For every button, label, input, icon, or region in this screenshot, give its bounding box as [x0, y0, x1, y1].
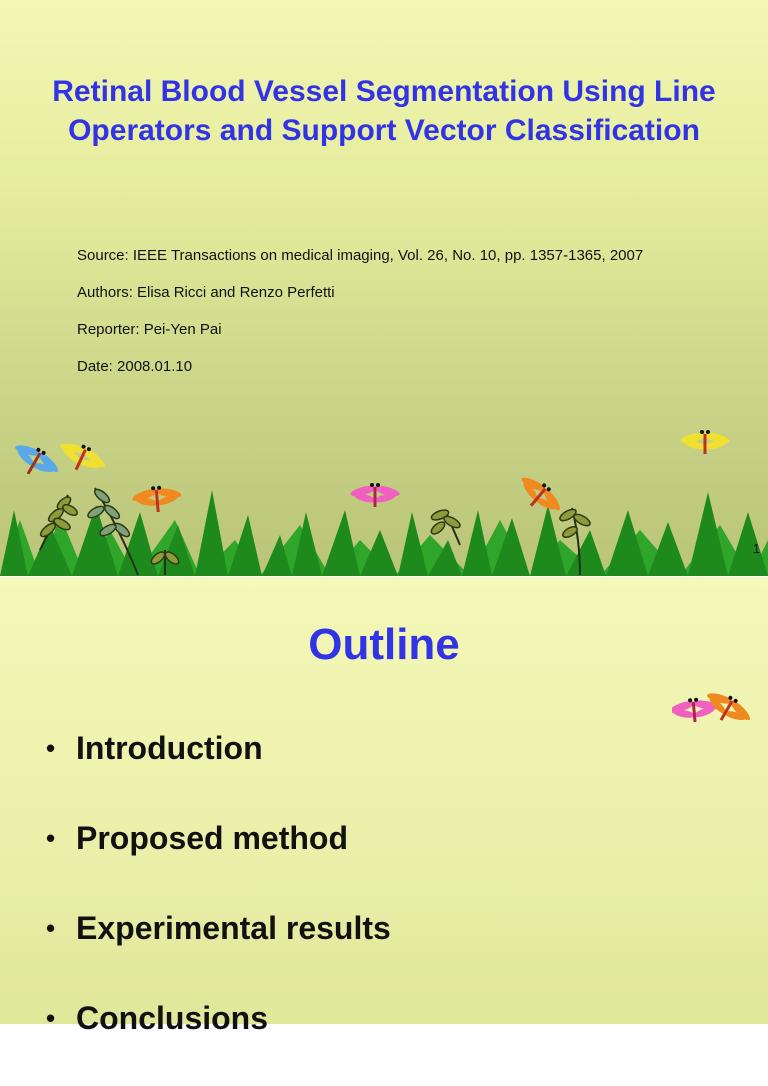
reporter-line: Reporter: Pei-Yen Pai — [77, 321, 222, 338]
slide-meta — [77, 244, 643, 392]
list-item: • Experimental results — [46, 906, 391, 996]
grass-icon — [0, 400, 768, 576]
list-item: • Introduction — [46, 726, 391, 816]
outline-list — [46, 726, 391, 1086]
slide-title: Retinal Blood Vessel Segmentation Using Line Operators and Support Vector Classification — [52, 75, 716, 147]
bullet-icon: • — [46, 913, 56, 943]
bullet-icon: • — [46, 1003, 56, 1033]
outline-title: Outline — [308, 620, 460, 669]
list-item: • Conclusions — [46, 996, 391, 1086]
list-item: • Proposed method — [46, 816, 391, 906]
source-line: Source: IEEE Transactions on medical imaging, Vol. 26, No. 10, pp. 1357-1365, 2007 — [77, 247, 644, 264]
authors-line: Authors: Elisa Ricci and Renzo Perfetti — [77, 284, 335, 301]
page-number: 1 — [752, 541, 760, 556]
dragonfly-icon — [672, 686, 752, 742]
date-line: Date: 2008.01.10 — [77, 358, 193, 375]
bullet-icon: • — [46, 733, 56, 763]
bullet-icon: • — [46, 823, 56, 853]
